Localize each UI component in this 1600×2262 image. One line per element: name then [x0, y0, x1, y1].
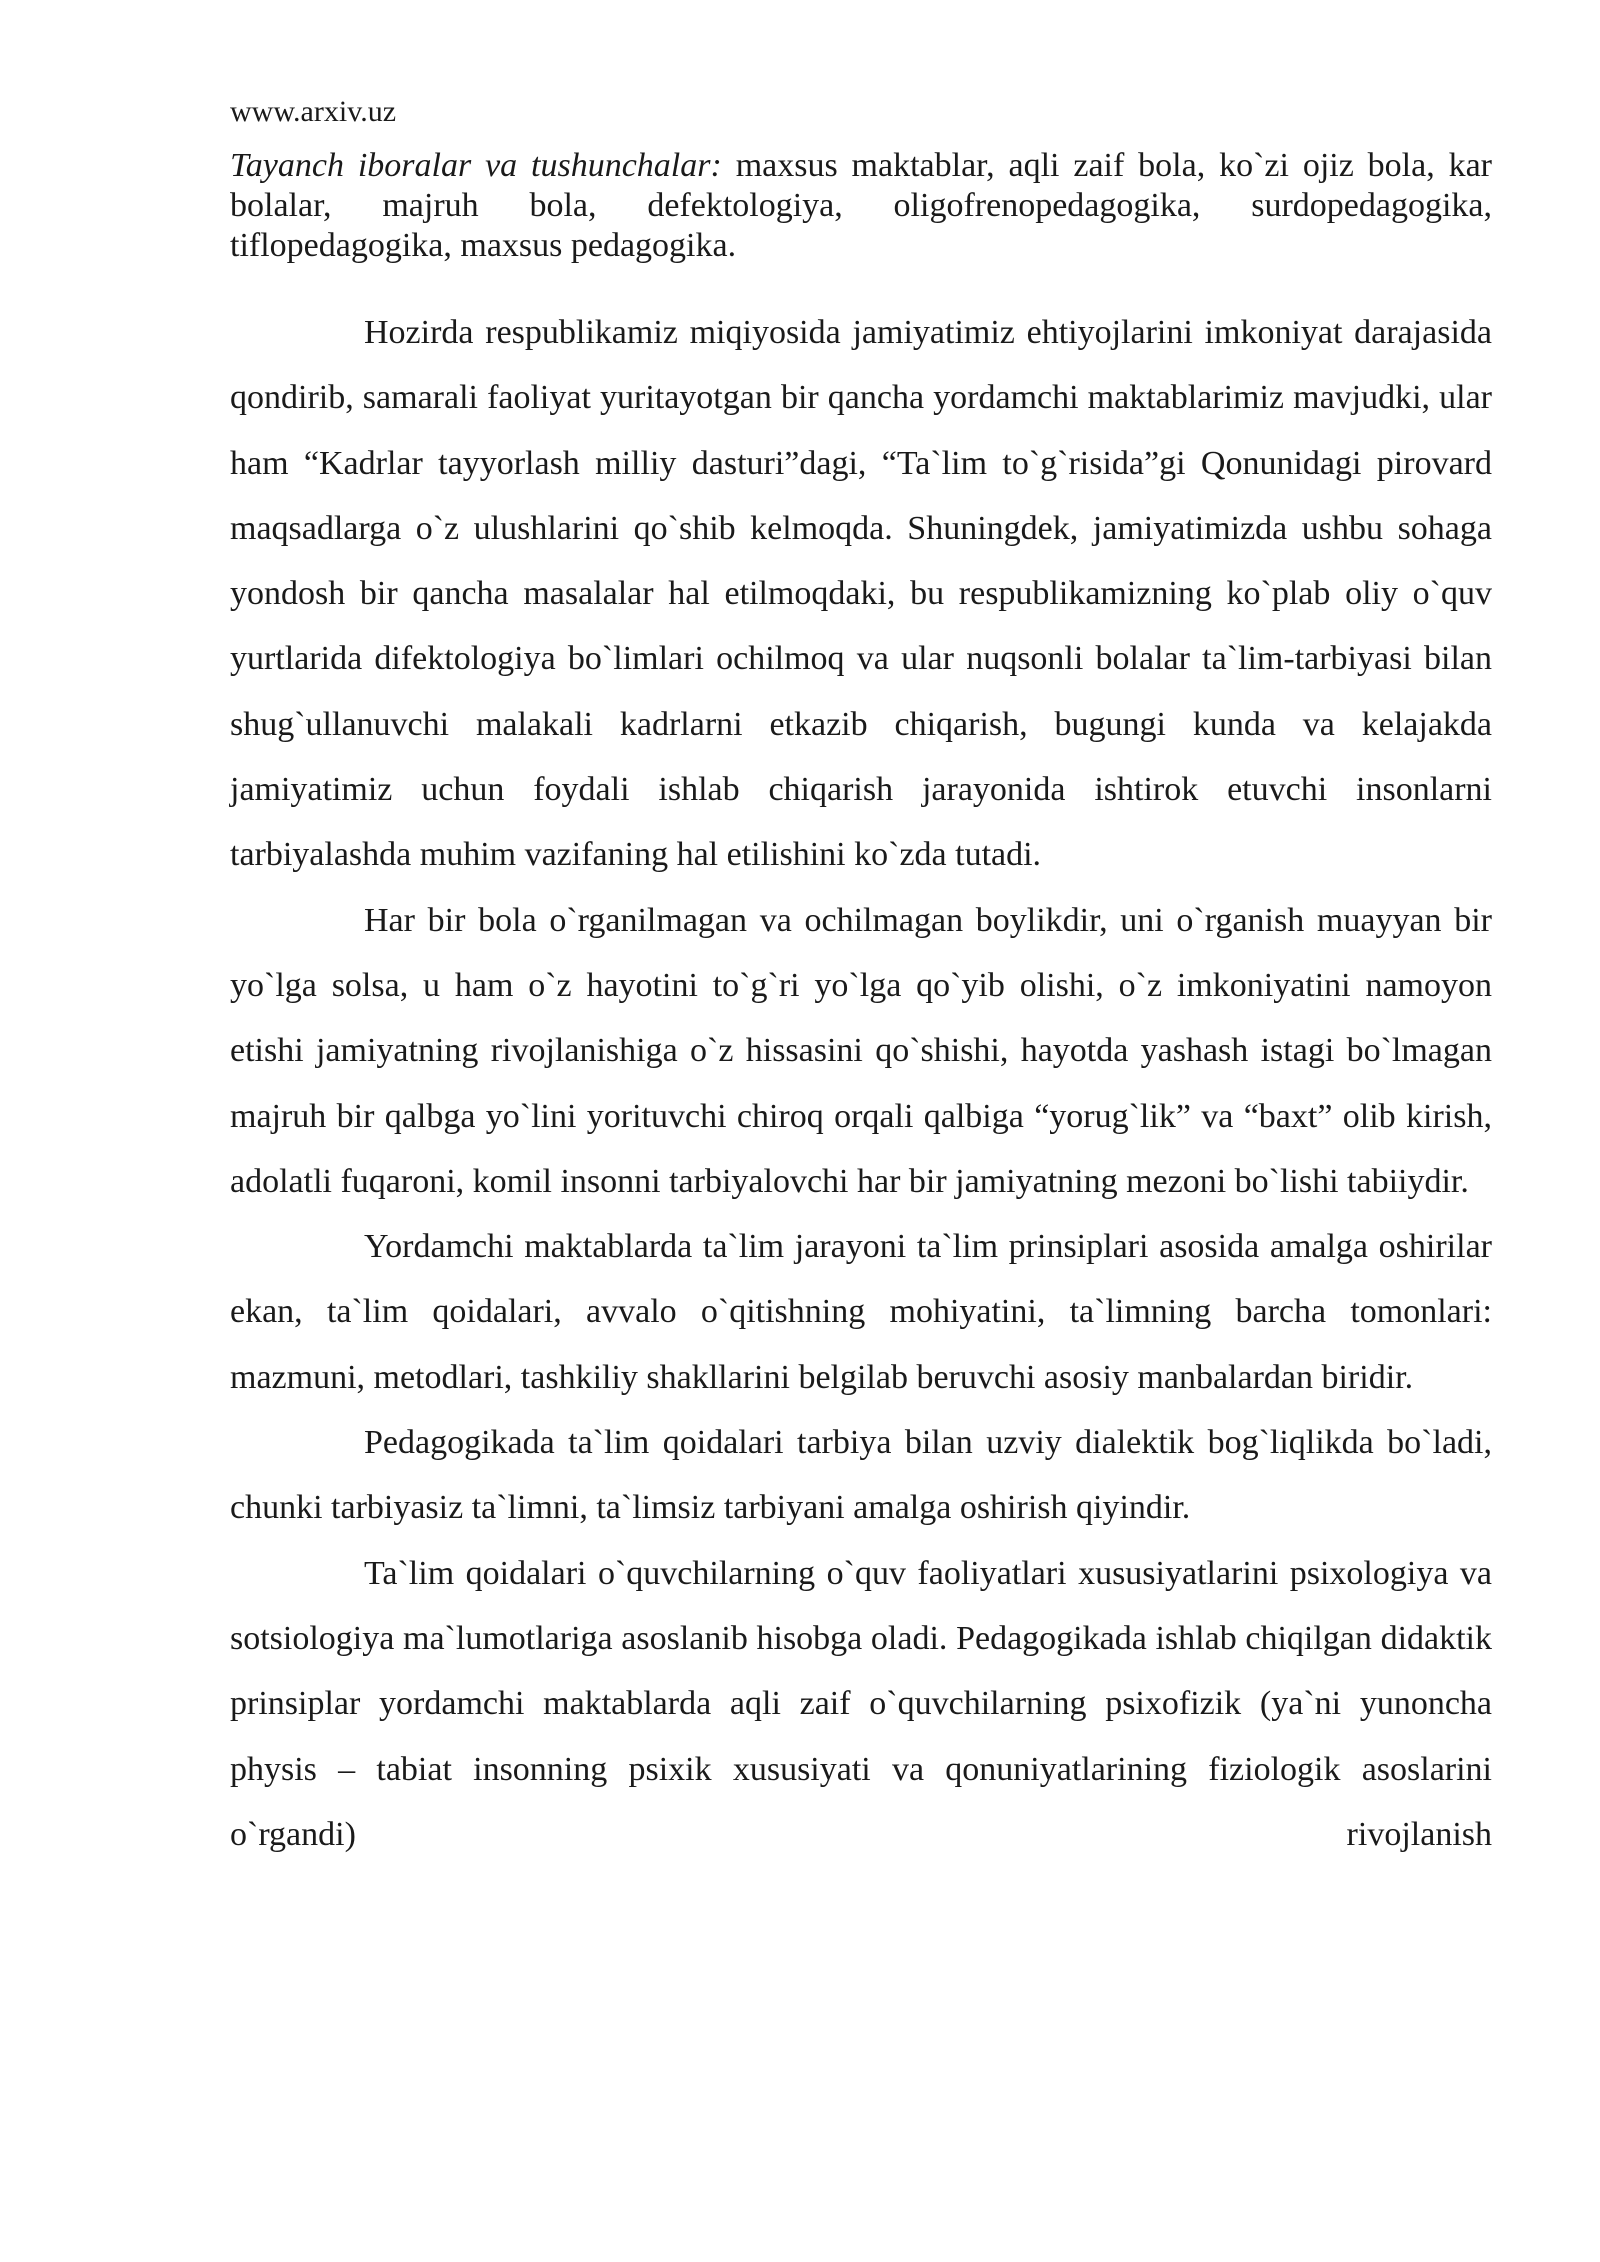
keywords-label: Tayanch iboralar va tushunchalar: — [230, 147, 722, 184]
paragraph: Hozirda respublikamiz miqiyosida jamiyatimiz ehtiyojlarini imkoniyat darajasida qondirib, samarali faoliyat yuritayotgan bir qancha yordamchi maktablarimiz mavjudki, ular ham “Kadrlar tayyorlash milliy dasturi”dagi, “Ta`lim to`g`risida”gi Qonunidagi pirovard maqsadlarga o`z ulushlarini qo`shib kelmoqda. Shuningdek, jamiyatimizda ushbu sohaga yondosh bir qancha masalalar hal etilmoqdaki, bu respublikamizning ko`plab oliy o`quv yurtlarida difektologiya bo`limlari ochilmoq va ular nuqsonli bolalar ta`lim-tarbiyasi bilan shug`ullanuvchi malakali kadrlarni etkazib chiqarish, bugungi kunda va kelajakda jamiyatimiz uchun foydali ishlab chiqarish jarayonida ishtirok etuvchi insonlarni tarbiyalashda muhim vazifaning hal etilishini ko`zda tutadi. — [230, 314, 1492, 874]
paragraph: Pedagogikada ta`lim qoidalari tarbiya bilan uzviy dialektik bog`liqlikda bo`ladi, chunki tarbiyasiz ta`limni, ta`limsiz tarbiyani amalga oshirish qiyindir. — [230, 1424, 1492, 1527]
paragraph: Ta`lim qoidalari o`quvchilarning o`quv faoliyatlari xususiyatlarini psixologiya va sotsiologiya ma`lumotlariga asoslanib hisobga oladi. Pedagogikada ishlab chiqilgan didaktik prinsiplar yordamchi maktablarda aqli zaif o`quvchilarning psixofizik (ya`ni yunoncha physis – tabiat insonning psixik xususiyati va qonuniyatlarining fiziologik asoslarini o`rgandi) rivojlanish — [230, 1554, 1492, 1853]
body-text — [230, 300, 1492, 1867]
document-page — [230, 92, 1492, 1867]
keywords-text: maxsus maktablar, aqli zaif bola, ko`zi ojiz bola, kar bolalar, majruh bola, defektologiya, oligofrenopedagogika, surdopedagogika, tiflopedagogika, maxsus pedagogika. — [230, 147, 1493, 264]
site-header: www.arxiv.uz — [230, 95, 397, 128]
keywords-block — [230, 146, 1492, 266]
paragraph: Yordamchi maktablarda ta`lim jarayoni ta`lim prinsiplari asosida amalga oshirilar ekan, ta`lim qoidalari, avvalo o`qitishning mohiyatini, ta`limning barcha tomonlari: mazmuni, metodlari, tashkiliy shakllarini belgilab beruvchi asosiy manbalardan biridir. — [230, 1228, 1492, 1396]
paragraph: Har bir bola o`rganilmagan va ochilmagan boylikdir, uni o`rganish muayyan bir yo`lga solsa, u ham o`z hayotini to`g`ri yo`lga qo`yib olishi, o`z imkoniyatini namoyon etishi jamiyatning rivojlanishiga o`z hissasini qo`shishi, hayotda yashash istagi bo`lmagan majruh bir qalbga yo`lini yorituvchi chiroq orqali qalbiga “yorug`lik” va “baxt” olib kirish, adolatli fuqaroni, komil insonni tarbiyalovchi har bir jamiyatning mezoni bo`lishi tabiiydir. — [230, 901, 1492, 1200]
